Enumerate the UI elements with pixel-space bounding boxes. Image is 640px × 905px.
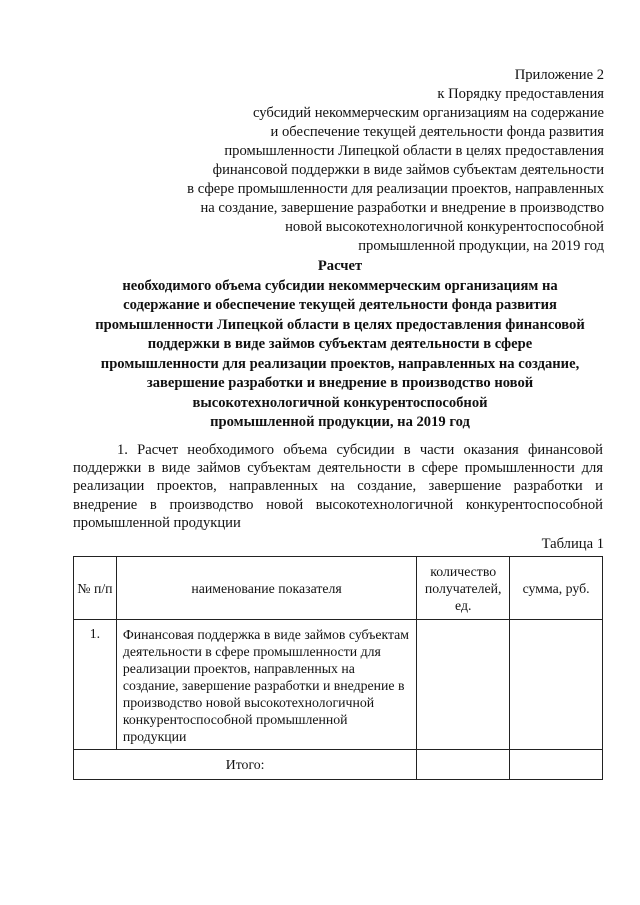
title-line: промышленности Липецкой области в целях предоставления финансовой: [95, 316, 585, 333]
paragraph-line: промышленной продукции: [73, 514, 241, 531]
title-line: Расчет: [317, 258, 363, 274]
title-line: завершение разработки и внедрение в производство новой: [146, 375, 534, 391]
appendix-line: субсидий некоммерческим организациям на содержание: [252, 105, 604, 121]
total-sum: [510, 750, 603, 780]
appendix-line: промышленности Липецкой области в целях предоставления: [224, 143, 604, 159]
body-paragraph: [73, 441, 603, 532]
paragraph-line: внедрение в производство новой высокотехнологичной конкурентоспособной: [73, 496, 603, 513]
header-num: № п/п: [74, 557, 117, 620]
title-line: необходимого объема субсидии некоммерческим организациям на: [122, 277, 558, 294]
appendix-line: в сфере промышленности для реализации проектов, направленных: [187, 181, 604, 197]
header-count: количество получателей, ед.: [417, 557, 510, 620]
appendix-line: на создание, завершение разработки и внедрение в производство: [200, 200, 604, 216]
document-title: [0, 257, 640, 433]
appendix-line: промышленной продукции, на 2019 год: [358, 238, 604, 254]
title-line: поддержки в виде займов субъектам деятельности в сфере: [147, 336, 533, 352]
header-sum: сумма, руб.: [510, 557, 603, 620]
appendix-line: финансовой поддержки в виде займов субъектам деятельности: [212, 162, 604, 178]
title-line: промышленности для реализации проектов, направленных на создание,: [100, 355, 580, 372]
appendix-line: к Порядку предоставления: [437, 86, 604, 102]
appendix-line: новой высокотехнологичной конкурентоспособной: [285, 219, 604, 235]
calculation-table: [73, 556, 603, 780]
row-count: [417, 620, 510, 750]
title-line: содержание и обеспечение текущей деятельности фонда развития: [123, 297, 557, 313]
appendix-line: и обеспечение текущей деятельности фонда развития: [270, 124, 604, 140]
paragraph-line: поддержки в виде займов субъектам деятельности в сфере промышленности для: [73, 460, 603, 477]
appendix-header: [44, 66, 604, 256]
row-num: 1.: [74, 620, 117, 750]
row-sum: [510, 620, 603, 750]
table-label: Таблица 1: [541, 536, 604, 552]
table-total-row: [74, 750, 603, 780]
title-line: высокотехнологичной конкурентоспособной: [192, 394, 488, 411]
header-name: наименование показателя: [116, 557, 416, 620]
paragraph-line: 1. Расчет необходимого объема субсидии в части оказания финансовой: [117, 442, 603, 458]
table-header-row: [74, 557, 603, 620]
title-line: промышленной продукции, на 2019 год: [210, 414, 470, 430]
table-row: [74, 620, 603, 750]
total-label: Итого:: [74, 750, 417, 780]
paragraph-line: реализации проектов, направленных на создание, завершение разработки и: [73, 478, 603, 495]
appendix-line: Приложение 2: [514, 67, 604, 83]
row-name: Финансовая поддержка в виде займов субъектам деятельности в сфере промышленности для реализации проектов, направленных на создание, завершение разработки и внедрение в производство новой высокотехнологичной конкурентоспособной промышленной продукции: [116, 620, 416, 750]
total-count: [417, 750, 510, 780]
